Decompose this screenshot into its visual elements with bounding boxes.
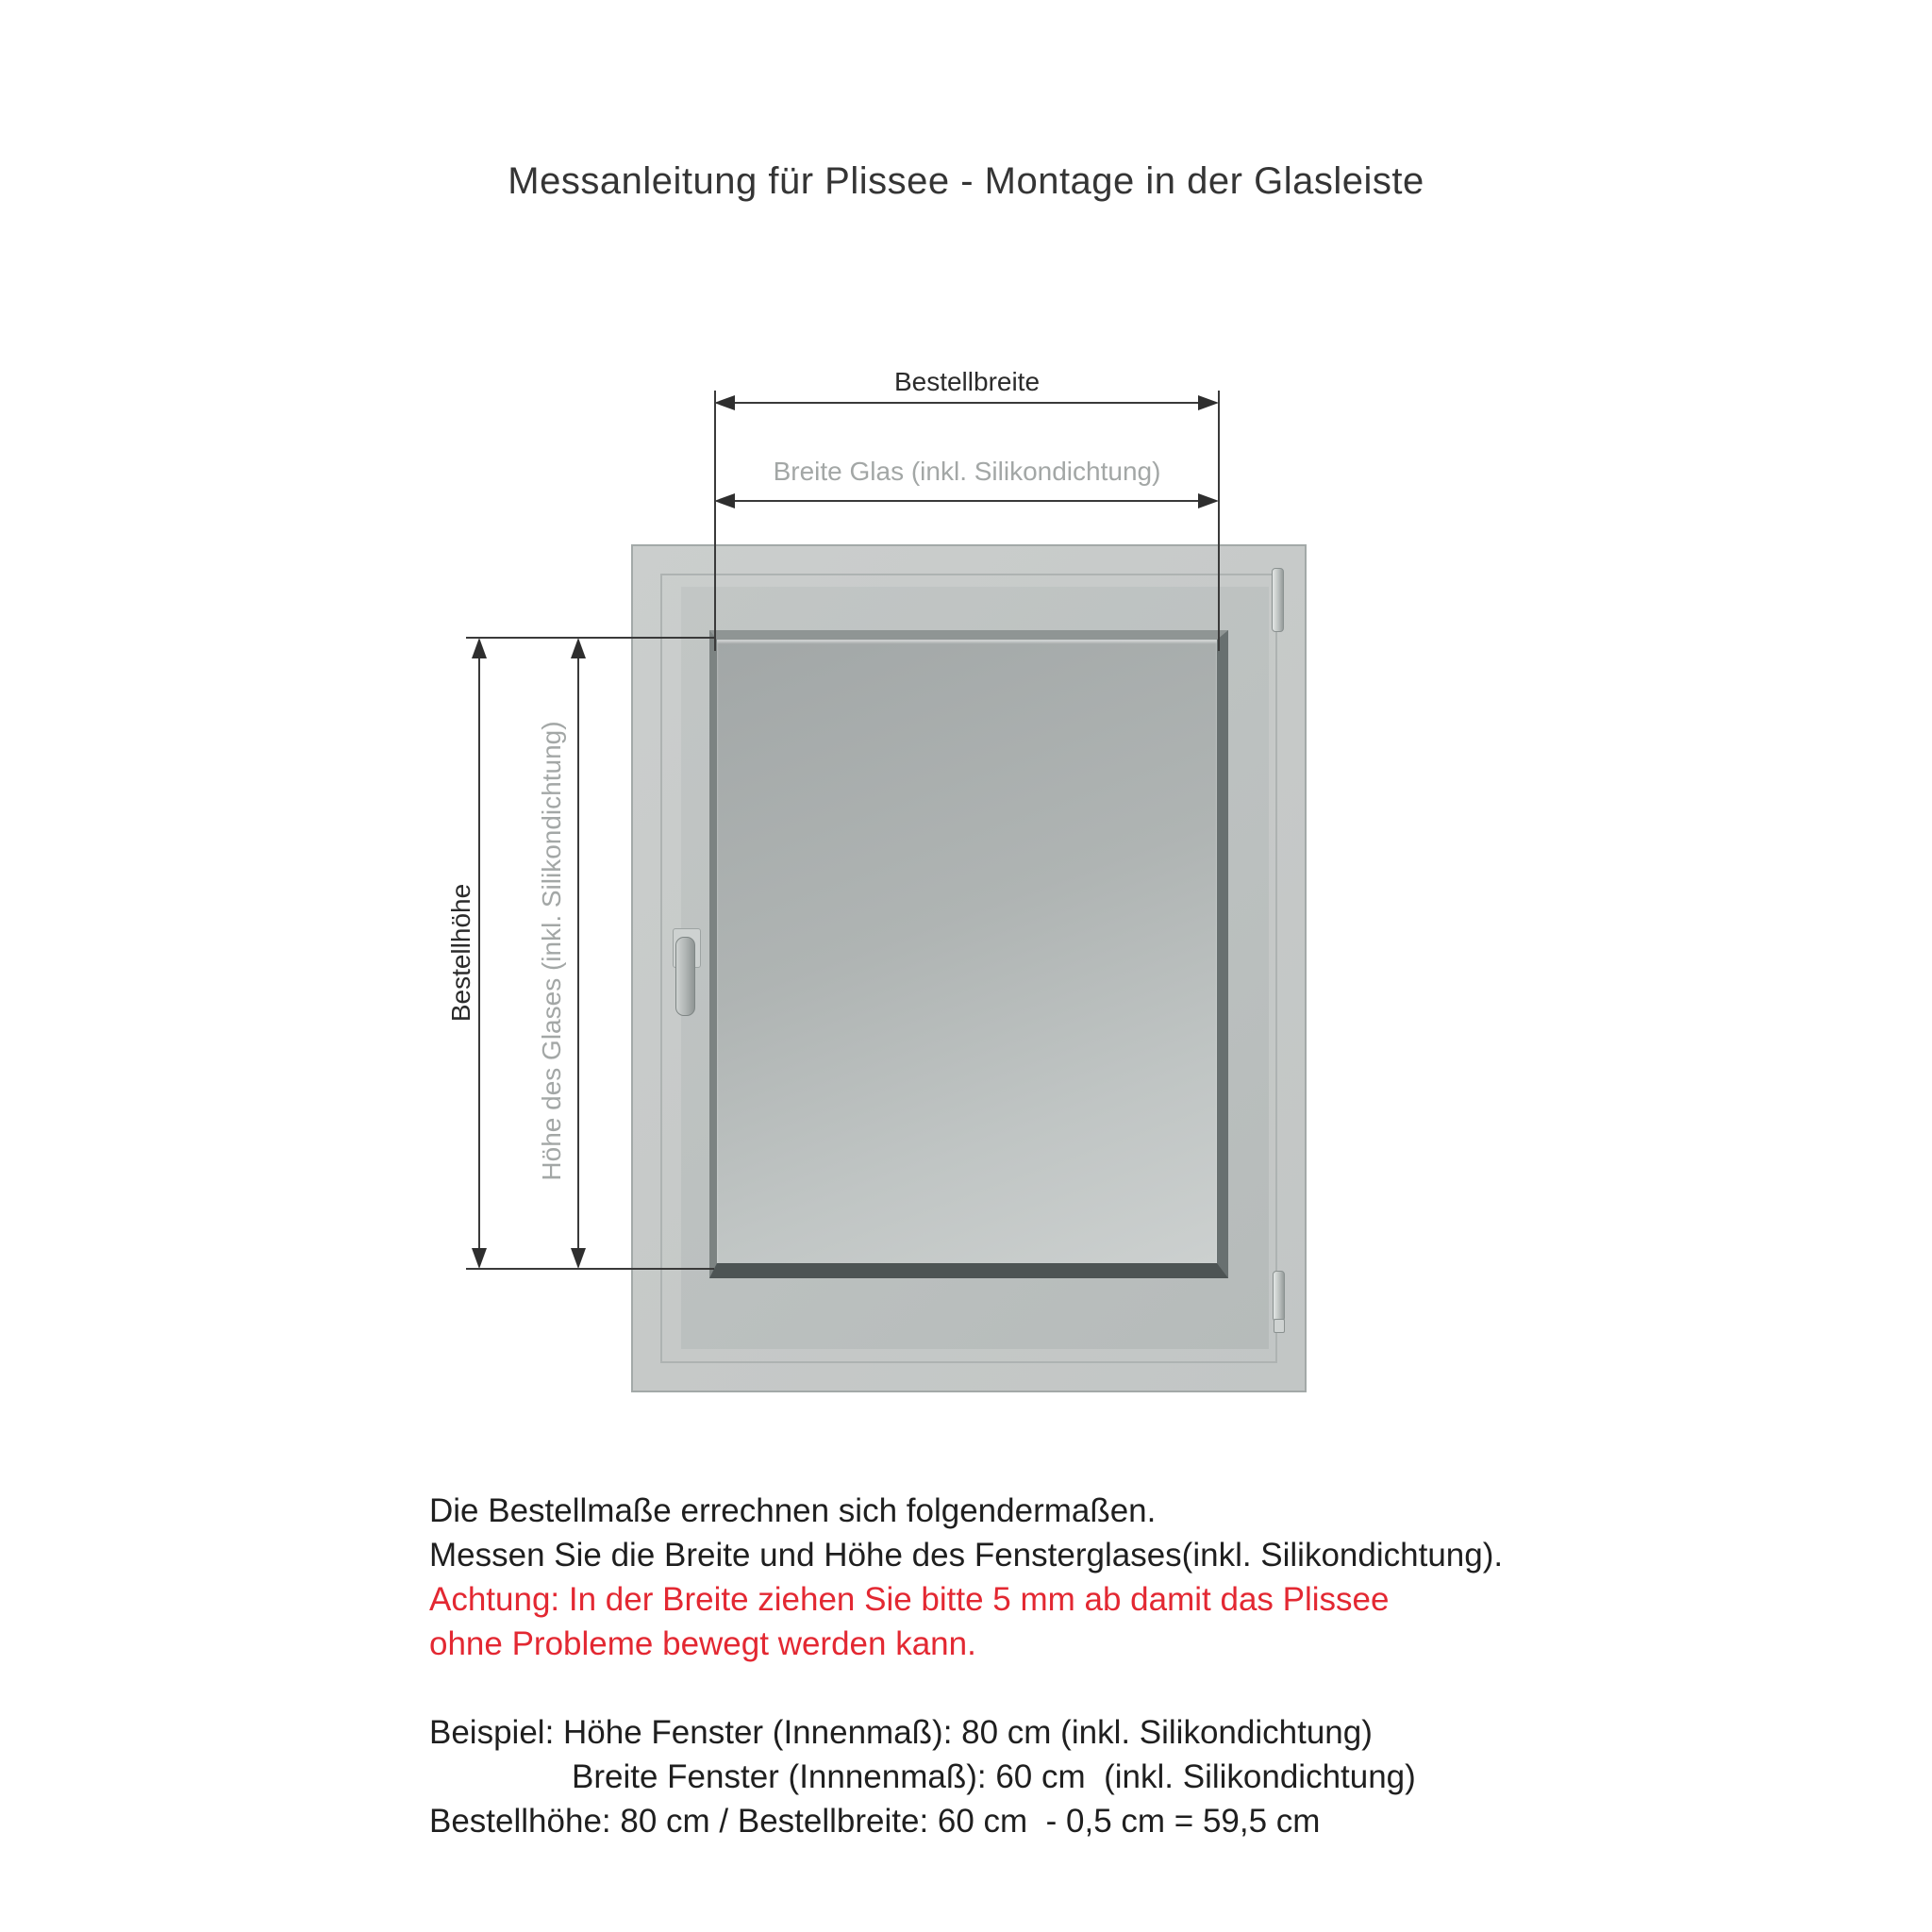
instruction-line-1: Die Bestellmaße errechnen sich folgendermaßen.: [429, 1492, 1157, 1529]
order-width-arrowhead-right: [1198, 395, 1219, 410]
order-width-arrow-line: [726, 402, 1208, 404]
glass-height-label: Höhe des Glases (inkl. Silikondichtung): [537, 721, 566, 1181]
glass-width-arrowhead-left: [714, 493, 735, 508]
text-spacer: [429, 1666, 1503, 1710]
height-extension-line-top: [466, 637, 714, 639]
height-extension-line-bottom: [466, 1268, 714, 1270]
glass-height-arrowhead-bottom: [571, 1248, 586, 1269]
order-height-arrow-line: [478, 651, 480, 1257]
glass-height-arrow-line: [577, 651, 579, 1257]
page-title: Messanleitung für Plissee - Montage in der Glasleiste: [508, 160, 1424, 202]
order-height-arrowhead-bottom: [472, 1248, 487, 1269]
example-line-2: Breite Fenster (Innnenmaß): 60 cm (inkl. Silikondichtung): [572, 1758, 1416, 1795]
hinge-top-icon: [1272, 568, 1284, 632]
glass-width-label: Breite Glas (inkl. Silikondichtung): [773, 457, 1161, 486]
window-handle-icon: [675, 937, 695, 1016]
warning-line-1: Achtung: In der Breite ziehen Sie bitte 5 mm ab damit das Plissee: [429, 1581, 1390, 1618]
hinge-bottom-icon: [1273, 1271, 1285, 1322]
instruction-line-2: Messen Sie die Breite und Höhe des Fensterglases(inkl. Silikondichtung).: [429, 1537, 1504, 1574]
order-height-label: Bestellhöhe: [446, 883, 475, 1023]
width-extension-line-left: [714, 391, 716, 651]
example-line-3: Bestellhöhe: 80 cm / Bestellbreite: 60 cm - 0,5 cm = 59,5 cm: [429, 1803, 1321, 1840]
glass-width-arrowhead-right: [1198, 493, 1219, 508]
glass-width-arrow-line: [726, 500, 1208, 502]
order-width-label: Bestellbreite: [893, 367, 1041, 396]
glass-height-arrowhead-top: [571, 638, 586, 658]
order-height-arrowhead-top: [472, 638, 487, 658]
hinge-bottom-pin: [1274, 1319, 1285, 1333]
warning-line-2: ohne Probleme bewegt werden kann.: [429, 1625, 976, 1662]
order-width-arrowhead-left: [714, 395, 735, 410]
width-extension-line-right: [1218, 391, 1220, 651]
example-line-1: Beispiel: Höhe Fenster (Innenmaß): 80 cm (inkl. Silikondichtung): [429, 1714, 1373, 1751]
window-glass-pane: [709, 630, 1228, 1278]
instruction-text-block: [429, 1489, 1503, 1843]
